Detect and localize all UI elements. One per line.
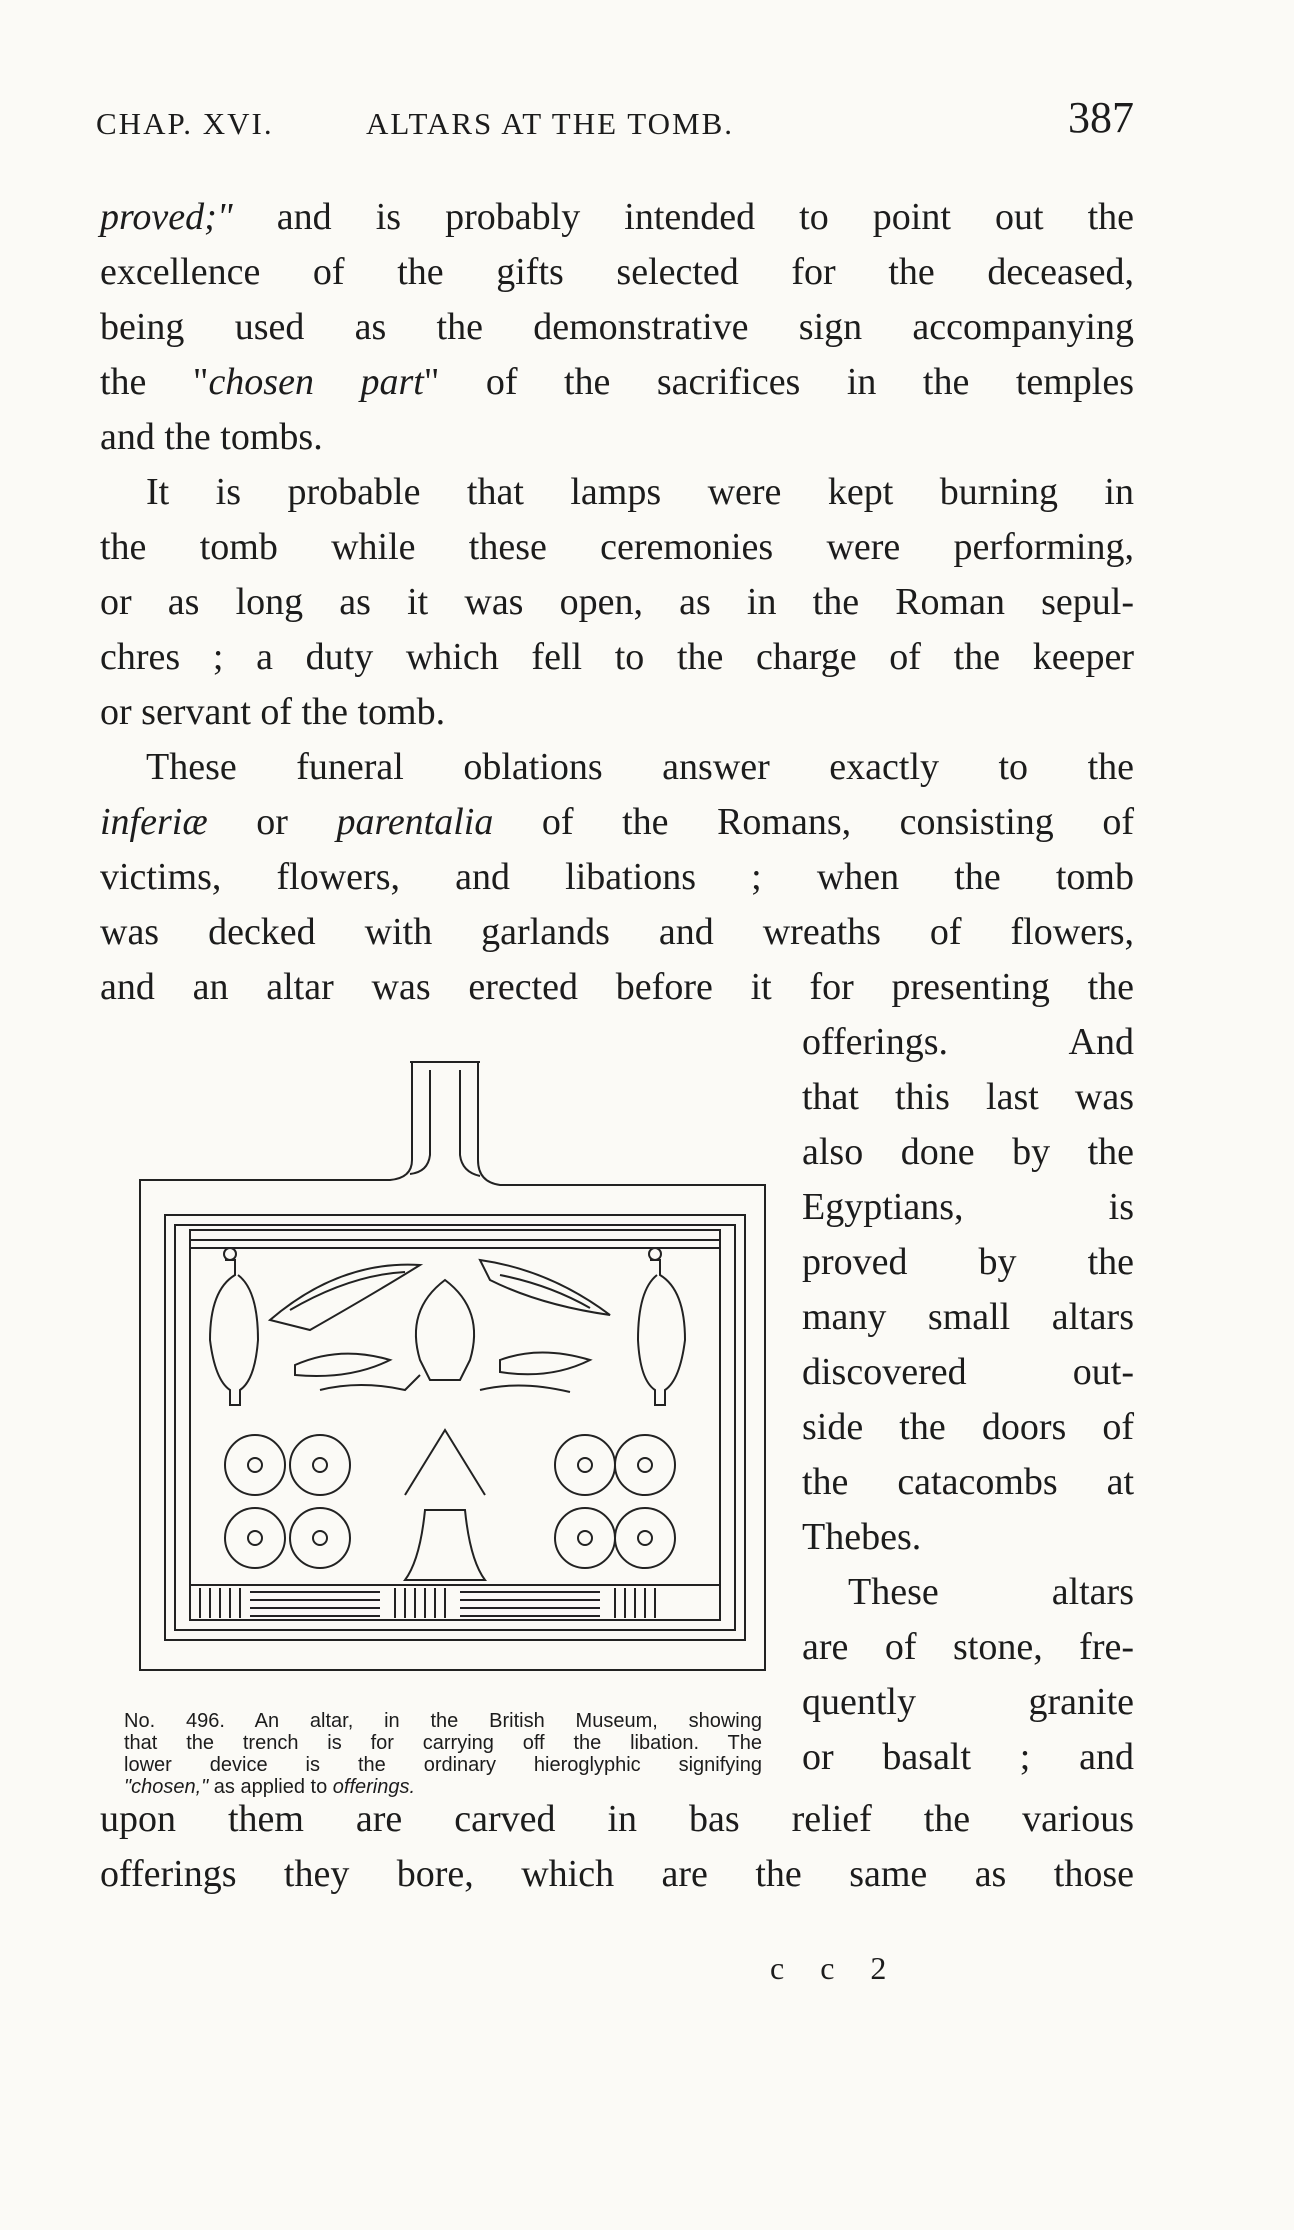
text-line: and an altar was erected before it for presenting the bbox=[100, 966, 1134, 1008]
text-line: discovered out- bbox=[802, 1351, 1134, 1393]
italic-phrase: chosen part bbox=[208, 361, 424, 403]
text-line: and the tombs. bbox=[100, 416, 323, 458]
running-title: ALTARS AT THE TOMB. bbox=[366, 106, 734, 141]
line-text: " of the sacrifices in the temples bbox=[423, 361, 1135, 403]
text-line: victims, flowers, and libations ; when the tomb bbox=[100, 856, 1134, 898]
text-line: proved by the bbox=[802, 1241, 1134, 1283]
text-line: also done by the bbox=[802, 1131, 1134, 1173]
line-text: the " bbox=[100, 361, 209, 403]
text-line: Thebes. bbox=[802, 1516, 922, 1558]
text-line: the tomb while these ceremonies were performing, bbox=[100, 526, 1134, 568]
text-line: offerings they bore, which are the same as those bbox=[100, 1853, 1134, 1895]
italic-word: inferiæ bbox=[100, 801, 208, 843]
running-header bbox=[96, 92, 1134, 148]
text-line: side the doors of bbox=[802, 1406, 1134, 1448]
text-line bbox=[100, 795, 1134, 850]
caption-line: that the trench is for carrying off the libation. The bbox=[124, 1732, 762, 1754]
text-line: the catacombs at bbox=[802, 1461, 1134, 1503]
text-line: many small altars bbox=[802, 1296, 1134, 1338]
caption-line: No. 496. An altar, in the British Museum, showing bbox=[124, 1710, 762, 1732]
text-line: upon them are carved in bas relief the various bbox=[100, 1798, 1134, 1840]
text-line: or as long as it was open, as in the Roman sepul- bbox=[100, 581, 1134, 623]
text-line: It is probable that lamps were kept burning in bbox=[146, 471, 1134, 513]
chapter-label: CHAP. XVI. bbox=[96, 106, 274, 141]
caption-line bbox=[124, 1776, 762, 1798]
text-line: Egyptians, is bbox=[802, 1186, 1134, 1228]
line-text: and is probably intended to point out the bbox=[232, 196, 1134, 238]
text-line: These funeral oblations answer exactly to the bbox=[146, 746, 1134, 788]
caption-text: as applied to bbox=[208, 1776, 333, 1798]
text-line: or servant of the tomb. bbox=[100, 691, 446, 733]
caption-italic: "chosen," bbox=[124, 1776, 209, 1798]
line-text: or bbox=[207, 801, 337, 843]
figure-caption bbox=[124, 1710, 762, 1798]
text-line: chres ; a duty which fell to the charge of the keeper bbox=[100, 636, 1134, 678]
italic-word: proved;" bbox=[100, 196, 233, 238]
caption-line: lower device is the ordinary hieroglyphic signifying bbox=[124, 1754, 762, 1776]
text-line: was decked with garlands and wreaths of flowers, bbox=[100, 911, 1134, 953]
italic-word: parentalia bbox=[336, 801, 494, 843]
text-line: that this last was bbox=[802, 1076, 1134, 1118]
text-line: offerings. And bbox=[802, 1021, 1134, 1063]
page-number: 387 bbox=[1068, 93, 1134, 142]
signature-mark: c c 2 bbox=[770, 1950, 901, 1986]
text-line bbox=[100, 190, 1134, 245]
altar-illustration bbox=[120, 1060, 780, 1680]
line-text: of the Romans, consisting of bbox=[493, 801, 1134, 843]
text-line bbox=[100, 355, 1134, 410]
text-line: are of stone, fre- bbox=[802, 1626, 1134, 1668]
text-line: These altars bbox=[848, 1571, 1134, 1613]
text-line: being used as the demonstrative sign accompanying bbox=[100, 306, 1134, 348]
text-line: or basalt ; and bbox=[802, 1736, 1134, 1778]
caption-italic: offerings. bbox=[332, 1776, 416, 1798]
text-line: excellence of the gifts selected for the deceased, bbox=[100, 251, 1134, 293]
text-line: quently granite bbox=[802, 1681, 1134, 1723]
